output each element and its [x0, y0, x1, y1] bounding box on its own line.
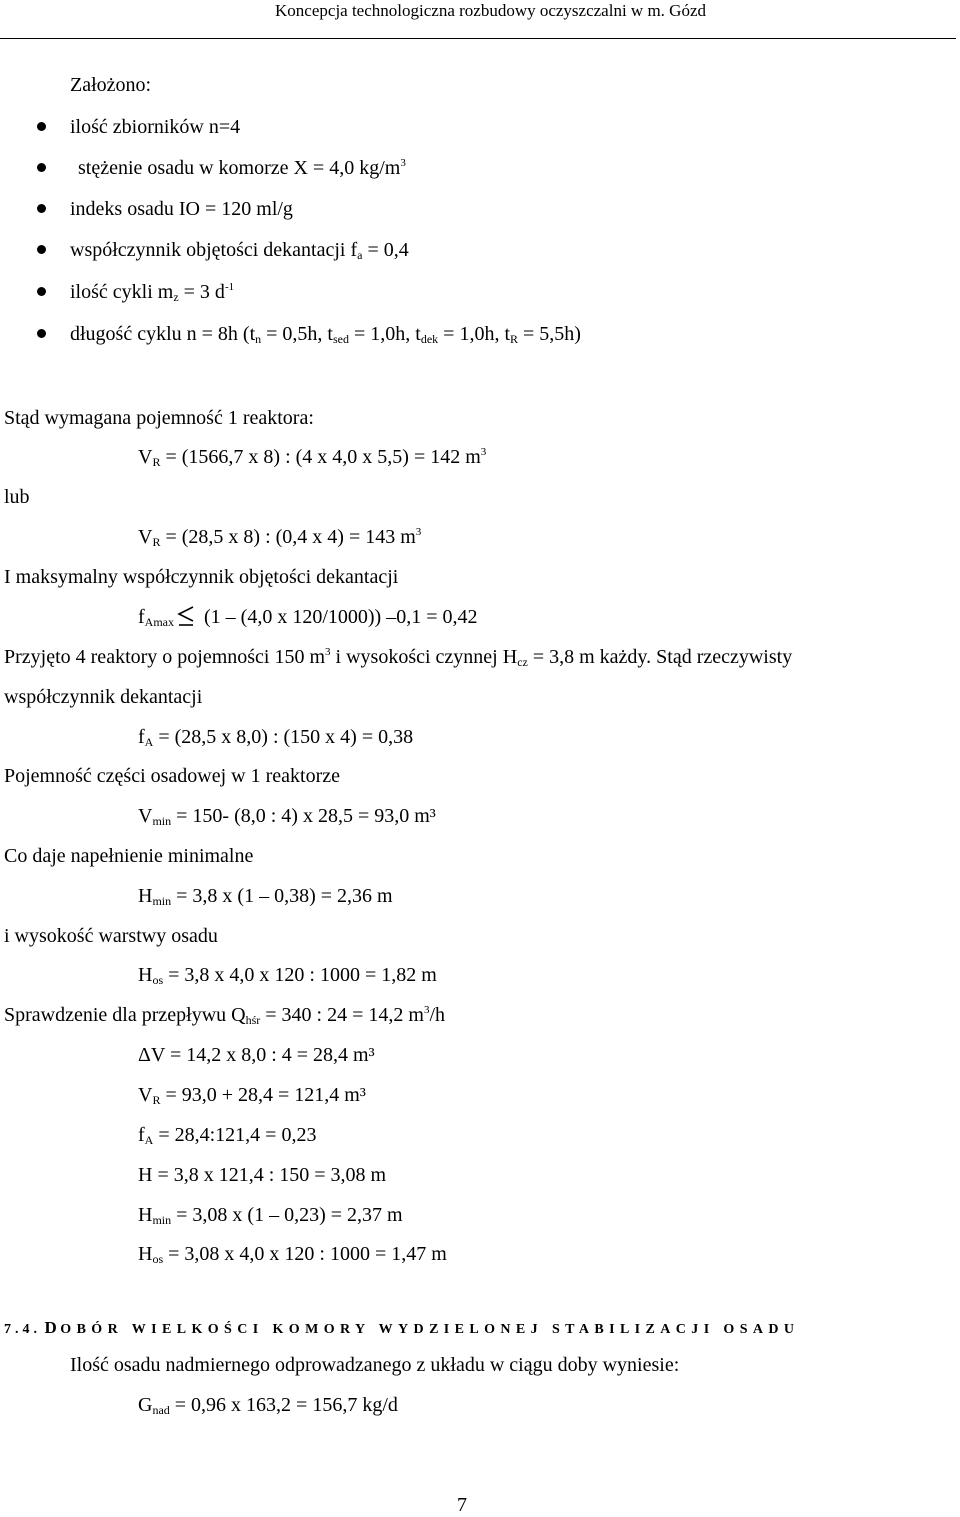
bullet-icon [37, 329, 46, 338]
text-line: i wysokość warstwy osadu [4, 925, 218, 947]
text-line: Co daje napełnienie minimalne [4, 845, 254, 867]
section-heading: 7.4. D OBÓR WIELKOŚCI KOMORY WYDZIELONEJ STABILIZACJI OSADU [4, 1318, 800, 1337]
formula-fa: $f_A$ = 28,4:121,4 = 0,23 [138, 1124, 317, 1147]
section-intro: Ilość osadu nadmiernego odprowadzanego z układu w ciągu doby wyniesie: [70, 1354, 680, 1376]
formula-hos: $H_{os} = 3,08$ x 4,0 x 120 : 1000 = 1,47 m [138, 1243, 447, 1266]
assumption-item: stężenie osadu w komorze X = 4,0 $kg/m^3$ [78, 157, 406, 179]
text-line: Sprawdzenie dla przepływu $Q_{hśr} = 340$ : 24 = 14,2 $m^3/h$ [4, 1004, 445, 1027]
formula-vr: $V_R = (28,5$ x 8) : (0,4 x 4) = 143 $m^3$ [138, 526, 422, 549]
header-title: Koncepcja technologiczna rozbudowy oczyszczalni w m. Gózd [275, 1, 706, 20]
formula-vr: $V_R = (1566,7$ x 8) : (4 x 4,0 x 5,5) = 142 $m^3$ [138, 446, 487, 469]
text-line: lub [4, 486, 30, 508]
formula-dv: ΔV = 14,2 x 8,0 : 4 = 28,4 m³ [138, 1044, 375, 1066]
page-header [0, 0, 956, 39]
assumption-item: ilość cykli $m_z = 3$ $d^{-1}$ [70, 281, 235, 304]
formula-h: H = 3,8 x 121,4 : 150 = 3,08 m [138, 1164, 387, 1186]
text-line: Pojemność części osadowej w 1 reaktorze [4, 765, 340, 787]
bullet-icon [37, 204, 46, 213]
assumption-item: indeks osadu IO = 120 ml/g [70, 198, 293, 220]
assumption-item: współczynnik objętości dekantacji $f_a = 0,4$ [70, 239, 409, 262]
formula-famax: $f_{Amax}$ (1 – (4,0 x 120/1000)) –0,1 = 0,42 [138, 606, 478, 629]
assumptions-heading: Założono: [70, 74, 152, 96]
text-line: Przyjęto 4 reaktory o pojemności 150 $m^3$ i wysokości czynnej $H_{cz} = 3,8$ m każdy. Stąd rzeczywisty [4, 646, 793, 669]
text-line: współczynnik dekantacji [4, 686, 203, 708]
bullet-icon [37, 163, 46, 172]
formula-hmin: $H_{min} = 3,08$ x (1 – 0,23) = 2,37 m [138, 1204, 403, 1227]
formula-fa: $f_A = (28,5$ x 8,0) : (150 x 4) = 0,38 [138, 726, 414, 749]
formula-hos: $H_{os} = 3,8$ x 4,0 x 120 : 1000 = 1,82 m [138, 964, 437, 987]
text-line: I maksymalny współczynnik objętości dekantacji [4, 566, 399, 588]
bullet-icon [37, 122, 46, 131]
bullet-icon [37, 287, 46, 296]
formula-hmin: $H_{min} = 3,8$ x (1 – 0,38) = 2,36 m [138, 885, 393, 908]
formula-vmin: $V_{min} = 150-$ (8,0 : 4) x 28,5 = 93,0 m³ [138, 805, 436, 828]
page-number: 7 [457, 1494, 467, 1516]
formula-gnad: $G_{nad} = 0,96$ x 163,2 = 156,7 kg/d [138, 1394, 398, 1417]
formula-vr: $V_R = 93,0 + 28,4 = 121,4$ m³ [138, 1084, 366, 1107]
assumption-item: ilość zbiorników n=4 [70, 116, 241, 138]
less-equal-icon [176, 605, 196, 627]
bullet-icon [37, 245, 46, 254]
text-line: Stąd wymagana pojemność 1 reaktora: [4, 407, 314, 429]
assumption-item: długość cyklu n = 8h ($t_n = 0,5h$, $t_{sed} = 1,0h$, $t_{dek} = 1,0h$, $t_R = 5,5h$) [70, 323, 581, 346]
